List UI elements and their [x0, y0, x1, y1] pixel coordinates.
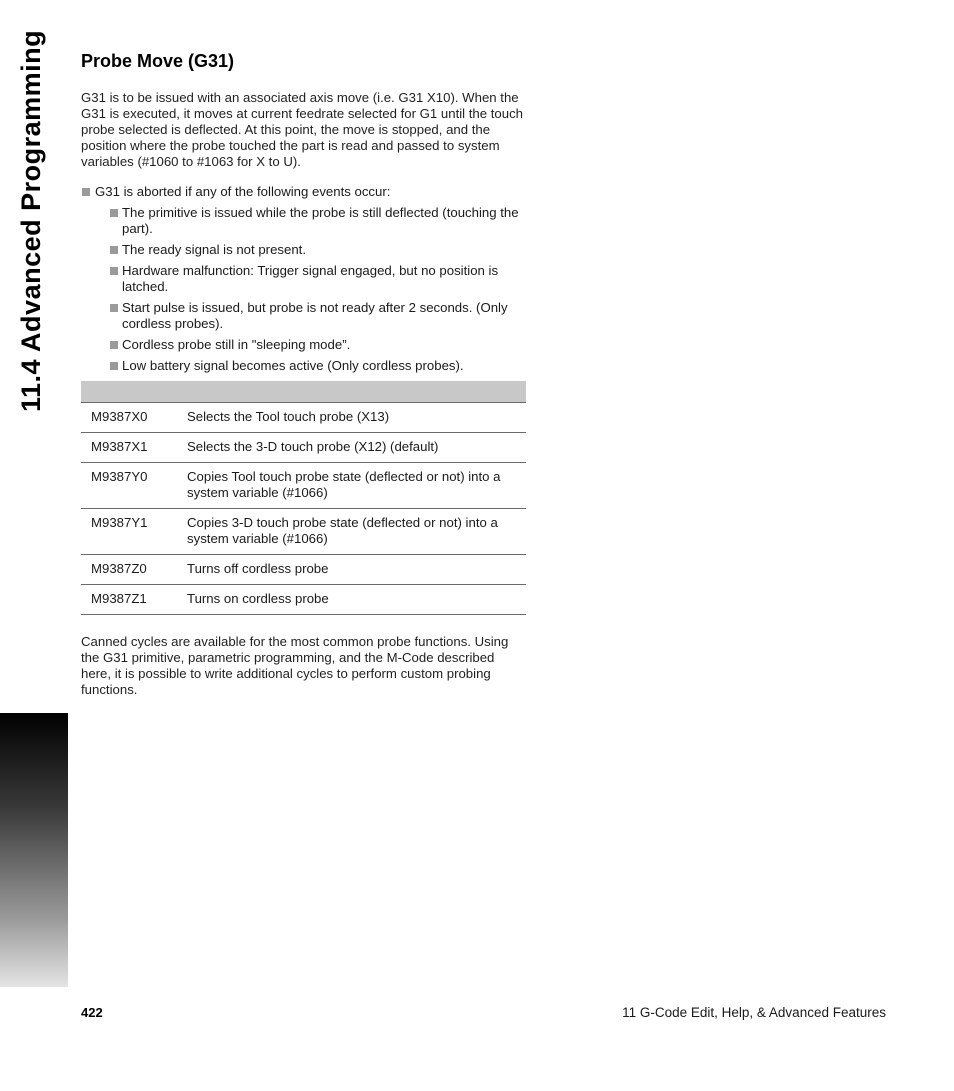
- list-item: [95, 205, 526, 237]
- square-bullet-icon: [110, 209, 118, 217]
- mcode-cell: M9387Y1: [81, 509, 187, 555]
- list-item: [95, 263, 526, 295]
- abort-event-text: The ready signal is not present.: [122, 242, 306, 257]
- list-item: [95, 337, 526, 353]
- square-bullet-icon: [110, 304, 118, 312]
- table-row: [81, 403, 526, 433]
- abort-event-text: Low battery signal becomes active (Only cordless probes).: [122, 358, 464, 373]
- footer-chapter-title: 11 G-Code Edit, Help, & Advanced Features: [622, 1005, 886, 1020]
- mcode-cell: M9387Y0: [81, 463, 187, 509]
- mcode-cell: M9387Z0: [81, 555, 187, 585]
- list-item: [95, 358, 526, 374]
- square-bullet-icon: [110, 362, 118, 370]
- description-cell: Selects the 3-D touch probe (X12) (default): [187, 433, 526, 463]
- description-cell: Copies Tool touch probe state (deflected or not) into a system variable (#1066): [187, 463, 526, 509]
- table-row: [81, 555, 526, 585]
- abort-event-text: Start pulse is issued, but probe is not ready after 2 seconds. (Only cordless probes).: [122, 300, 508, 331]
- square-bullet-icon: [110, 341, 118, 349]
- abort-list: [81, 184, 526, 374]
- side-tab-gradient: [0, 713, 68, 987]
- description-cell: Turns on cordless probe: [187, 585, 526, 615]
- table-row: [81, 433, 526, 463]
- list-item: [95, 300, 526, 332]
- abort-list-item: [81, 184, 526, 374]
- table-header: [81, 381, 526, 403]
- mcode-cell: M9387Z1: [81, 585, 187, 615]
- table-row: [81, 509, 526, 555]
- table-row: [81, 585, 526, 615]
- list-item: [95, 242, 526, 258]
- square-bullet-icon: [110, 267, 118, 275]
- side-tab-title: 11.4 Advanced Programming: [16, 29, 46, 412]
- abort-event-text: Cordless probe still in "sleeping mode”.: [122, 337, 351, 352]
- abort-events-list: [95, 205, 526, 374]
- page-number: 422: [81, 1005, 103, 1020]
- table-row: [81, 463, 526, 509]
- mcode-cell: M9387X0: [81, 403, 187, 433]
- abort-event-text: Hardware malfunction: Trigger signal engaged, but no position is latched.: [122, 263, 499, 294]
- side-tab: [0, 0, 68, 987]
- description-cell: Selects the Tool touch probe (X13): [187, 403, 526, 433]
- closing-paragraph: Canned cycles are available for the most common probe functions. Using the G31 primitive, parametric programming, and the M-Code described here, it is possible to write additional cycles to perform custom probing functions.: [81, 634, 509, 697]
- mcode-table: [81, 381, 526, 615]
- section-title: Probe Move (G31): [81, 51, 235, 71]
- description-cell: Copies 3-D touch probe state (deflected or not) into a system variable (#1066): [187, 509, 526, 555]
- square-bullet-icon: [110, 246, 118, 254]
- abort-event-text: The primitive is issued while the probe is still deflected (touching the part).: [122, 205, 519, 236]
- mcode-cell: M9387X1: [81, 433, 187, 463]
- intro-paragraph: G31 is to be issued with an associated axis move (i.e. G31 X10). When the G31 is executed, it moves at current feedrate selected for G1 until the touch probe selected is deflected. At this point, the move is stopped, and the position where the probe touched the part is read and passed to system variables (#1060 to #1063 for X to U).: [81, 90, 524, 169]
- table-header-cell: [81, 381, 526, 403]
- abort-intro: G31 is aborted if any of the following events occur:: [95, 184, 391, 199]
- main-content: [81, 50, 526, 698]
- description-cell: Turns off cordless probe: [187, 555, 526, 585]
- square-bullet-icon: [82, 188, 90, 196]
